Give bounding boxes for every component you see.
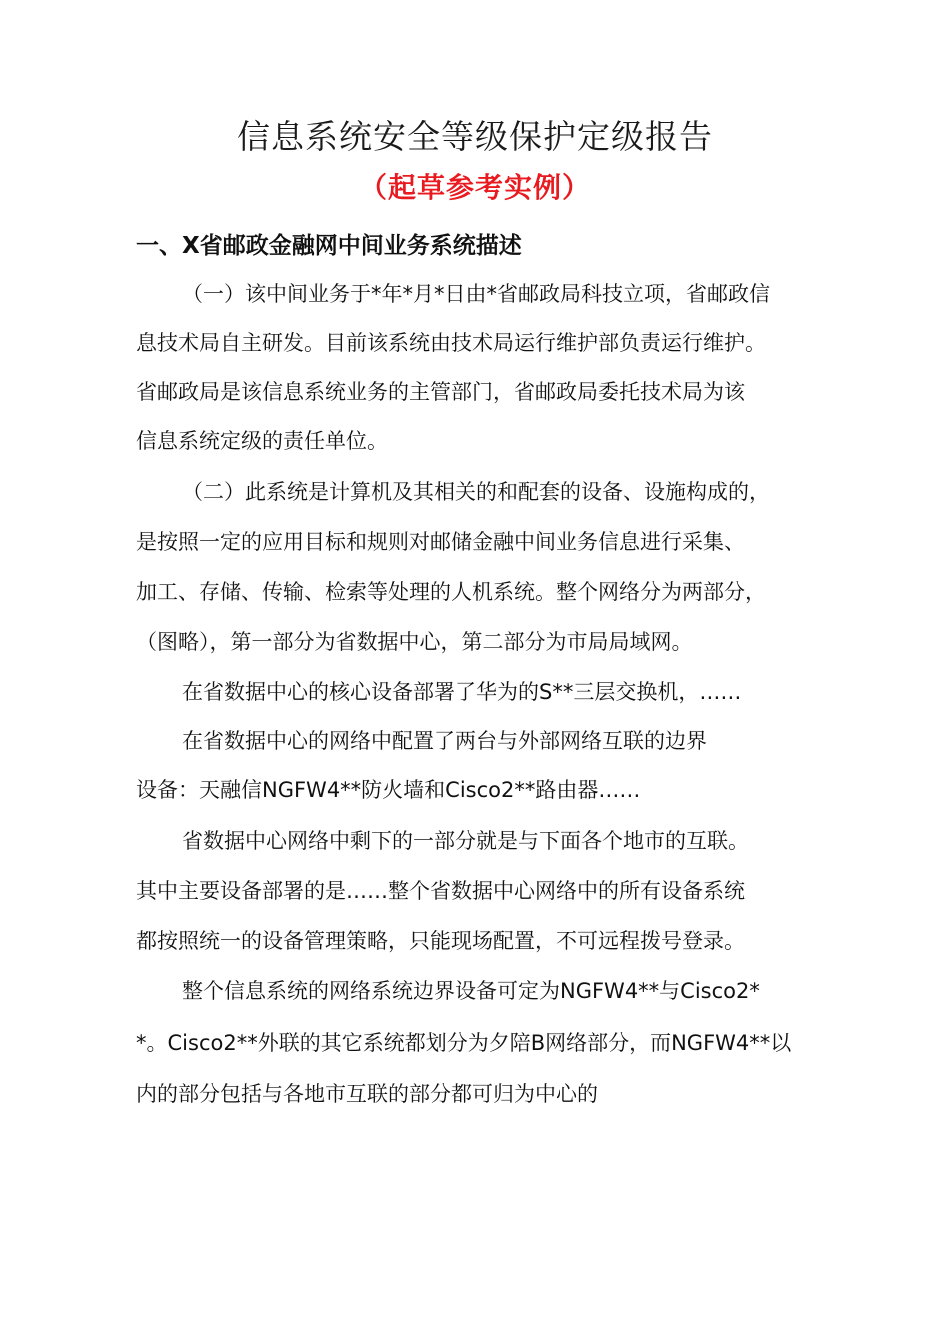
paragraph-line: 省邮政局是该信息系统业务的主管部门，省邮政局委托技术局为该 bbox=[136, 380, 745, 404]
paragraph-line: 是按照一定的应用目标和规则对邮储金融中间业务信息进行采集、 bbox=[136, 530, 745, 554]
paragraph-line: *。Cisco2**外联的其它系统都划分为夕陪B网络部分，而NGFW4**以 bbox=[136, 1031, 792, 1055]
paragraph-line: 都按照统一的设备管理策略，只能现场配置，不可远程拨号登录。 bbox=[136, 929, 745, 953]
paragraph-line: （二）此系统是计算机及其相关的和配套的设备、设施构成的， bbox=[182, 480, 770, 504]
document-title: 信息系统安全等级保护定级报告 bbox=[237, 117, 713, 156]
section-heading: 一、X省邮政金融网中间业务系统描述 bbox=[136, 233, 522, 259]
paragraph-line: 设备：天融信NGFW4**防火墙和Cisco2**路由器…… bbox=[136, 778, 641, 802]
paragraph-line: 省数据中心网络中剩下的一部分就是与下面各个地市的互联。 bbox=[182, 829, 749, 853]
paragraph-line: 在省数据中心的网络中配置了两台与外部网络互联的边界 bbox=[182, 729, 707, 753]
paragraph-line: 息技术局自主研发。目前该系统由技术局运行维护部负责运行维护。 bbox=[136, 331, 766, 355]
paragraph-line: （一）该中间业务于*年*月*日由*省邮政局科技立项，省邮政信 bbox=[182, 282, 770, 306]
paragraph-line: 信息系统定级的责任单位。 bbox=[136, 429, 388, 453]
paragraph-line: 整个信息系统的网络系统边界设备可定为NGFW4**与Cisco2* bbox=[182, 979, 760, 1003]
paragraph-line: 其中主要设备部署的是……整个省数据中心网络中的所有设备系统 bbox=[136, 879, 745, 903]
paragraph-line: 内的部分包括与各地市互联的部分都可归为中心的 bbox=[136, 1082, 598, 1106]
document-subtitle: （起草参考实例） bbox=[358, 171, 591, 204]
paragraph-line: 在省数据中心的核心设备部署了华为的S**三层交换机，…… bbox=[182, 680, 742, 704]
paragraph-line: 加工、存储、传输、检索等处理的人机系统。整个网络分为两部分， bbox=[136, 580, 766, 604]
paragraph-line: （图略），第一部分为省数据中心，第二部分为市局局域网。 bbox=[136, 630, 693, 654]
